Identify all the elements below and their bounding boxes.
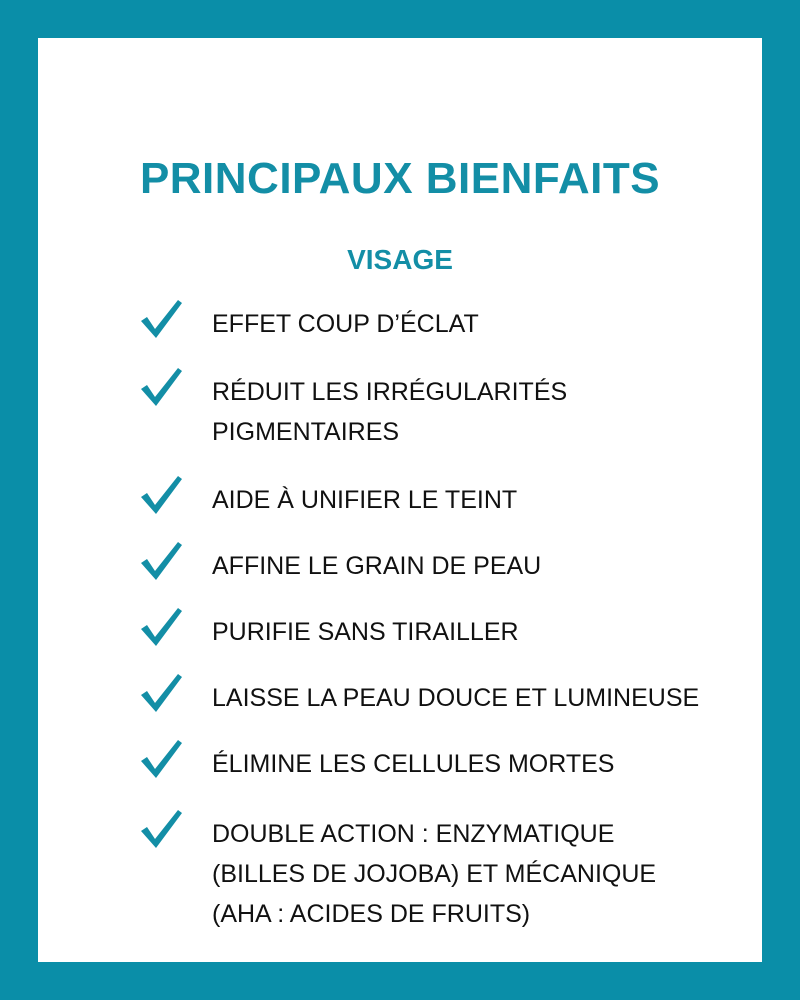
benefit-text: AIDE À UNIFIER LE TEINT: [212, 486, 518, 514]
benefit-text: PURIFIE SANS TIRAILLER: [212, 618, 519, 646]
benefit-text: DOUBLE ACTION : ENZYMATIQUE (BILLES DE JOJOBA) ET MÉCANIQUE (AHA : ACIDES DE FRUITS): [212, 820, 657, 928]
section-subtitle: VISAGE: [347, 244, 453, 275]
checkmark-icon: [138, 670, 184, 716]
checkmark-icon: [138, 736, 184, 782]
benefit-text: LAISSE LA PEAU DOUCE ET LUMINEUSE: [212, 684, 700, 712]
benefit-text: AFFINE LE GRAIN DE PEAU: [212, 552, 542, 580]
checkmark-icon: [138, 538, 184, 584]
checkmark-icon: [138, 296, 184, 342]
benefit-text: RÉDUIT LES IRRÉGULARITÉS PIGMENTAIRES: [212, 378, 568, 446]
benefit-text: EFFET COUP D’ÉCLAT: [212, 310, 479, 338]
checkmark-icon: [138, 364, 184, 410]
benefits-card: [38, 38, 762, 962]
checkmark-icon: [138, 806, 184, 852]
checkmark-icon: [138, 604, 184, 650]
benefit-text: ÉLIMINE LES CELLULES MORTES: [212, 750, 615, 778]
page-title: PRINCIPAUX BIENFAITS: [139, 154, 661, 203]
checkmark-icon: [138, 472, 184, 518]
